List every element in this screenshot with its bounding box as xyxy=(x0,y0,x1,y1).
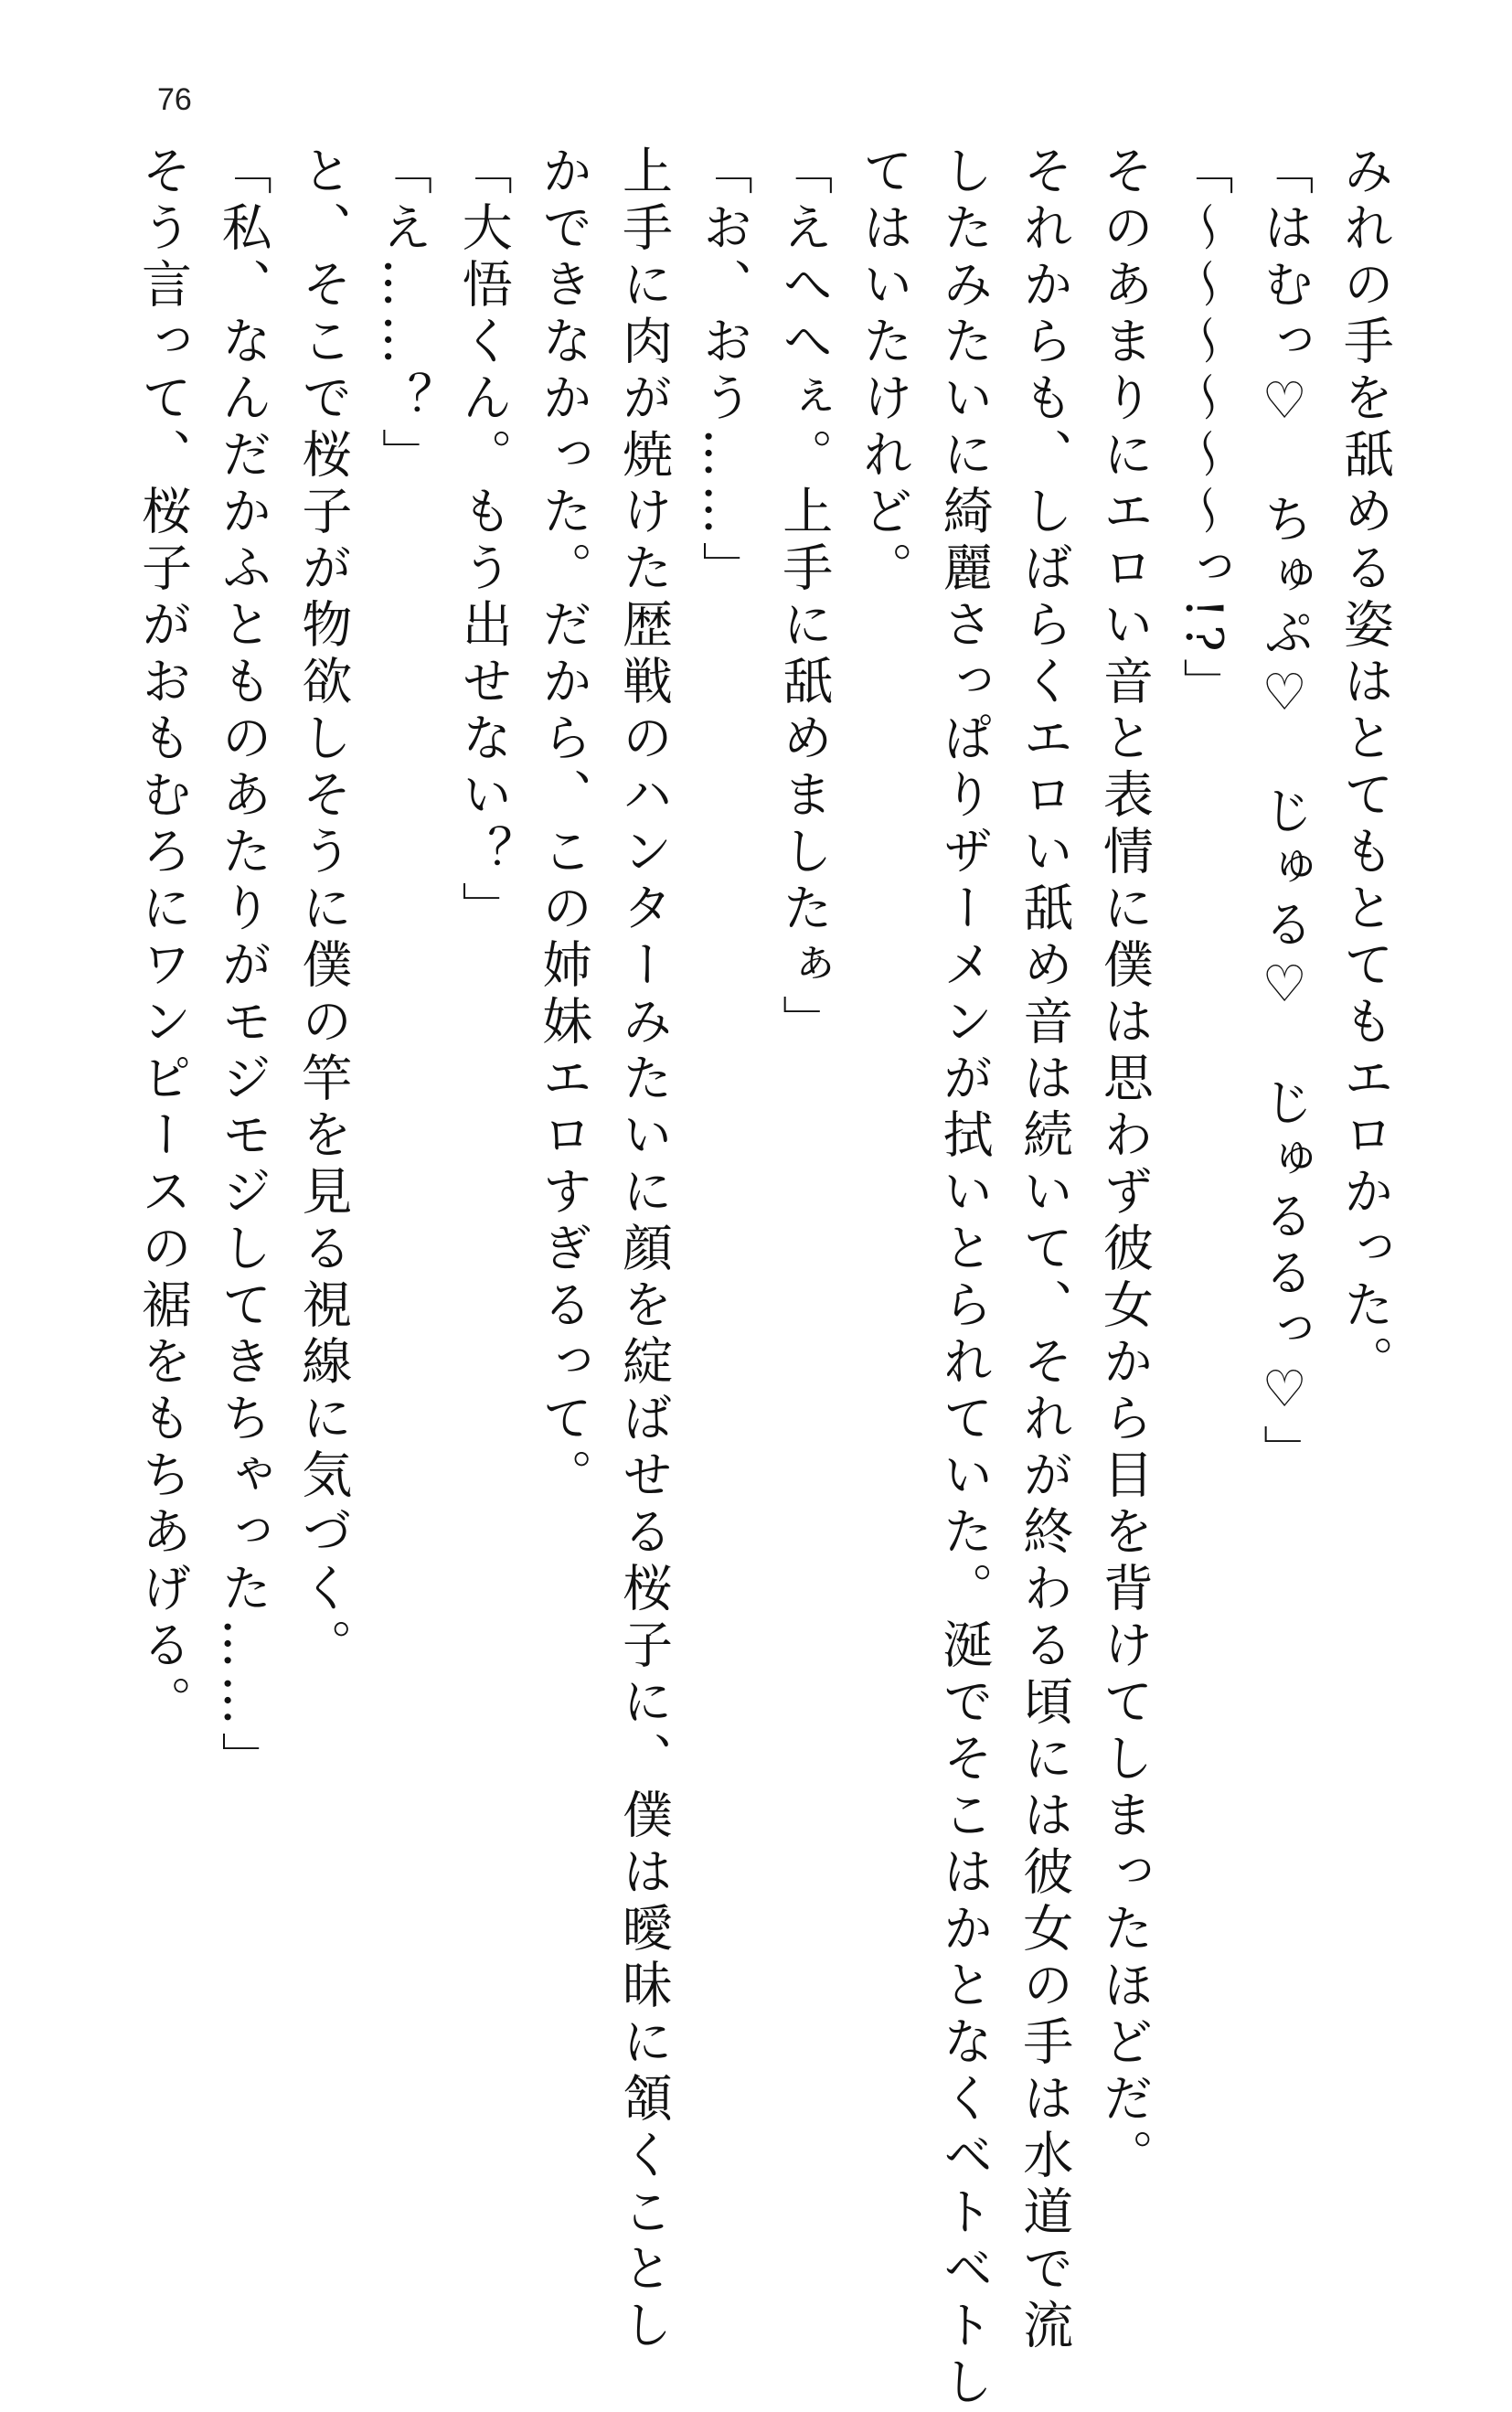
page-number: 76 xyxy=(157,82,192,117)
text-line: 「お、おう……」 xyxy=(694,144,753,598)
text-line: そのあまりにエロい音と表情に僕は思わず彼女から目を背けてしまったほどだ。 xyxy=(1094,144,1154,2185)
text-line: したみたいに綺麗さっぱりザーメンが拭いとられていた。涎でそこはかとなくベトベトし xyxy=(934,144,994,2412)
text-line: みれの手を舐める姿はとてもとてもエロかった。 xyxy=(1335,144,1394,1392)
text-line: 「えへへぇ。上手に舐めましたぁ」 xyxy=(774,144,834,1051)
text-line: 「はむっ♡ ちゅぷ♡ じゅる♡ じゅるるっ♡」 xyxy=(1255,144,1315,1481)
text-line: かできなかった。だから、この姉妹エロすぎるって。 xyxy=(534,144,593,1505)
text-line: てはいたけれど。 xyxy=(854,144,913,598)
text-line: 「私、なんだかふとものあたりがモジモジしてきちゃった……」 xyxy=(213,144,272,1788)
body-text xyxy=(133,144,1394,2412)
text-line: それからも、しばらくエロい舐め音は続いて、それが終わる頃には彼女の手は水道で流 xyxy=(1015,144,1074,2355)
text-line: そう言って、桜子がおもむろにワンピースの裾をもちあげる。 xyxy=(133,144,192,1732)
text-line: 「〜〜〜〜〜〜っ!?」 xyxy=(1175,144,1234,715)
text-line: と、そこで桜子が物欲しそうに僕の竿を見る視線に気づく。 xyxy=(293,144,353,1675)
text-line: 上手に肉が焼けた歴戦のハンターみたいに顔を綻ばせる桜子に、僕は曖昧に頷くことし xyxy=(613,144,673,2355)
text-line: 「大悟くん。もう出せない？」 xyxy=(453,144,513,938)
text-line: 「え……？」 xyxy=(373,144,432,485)
